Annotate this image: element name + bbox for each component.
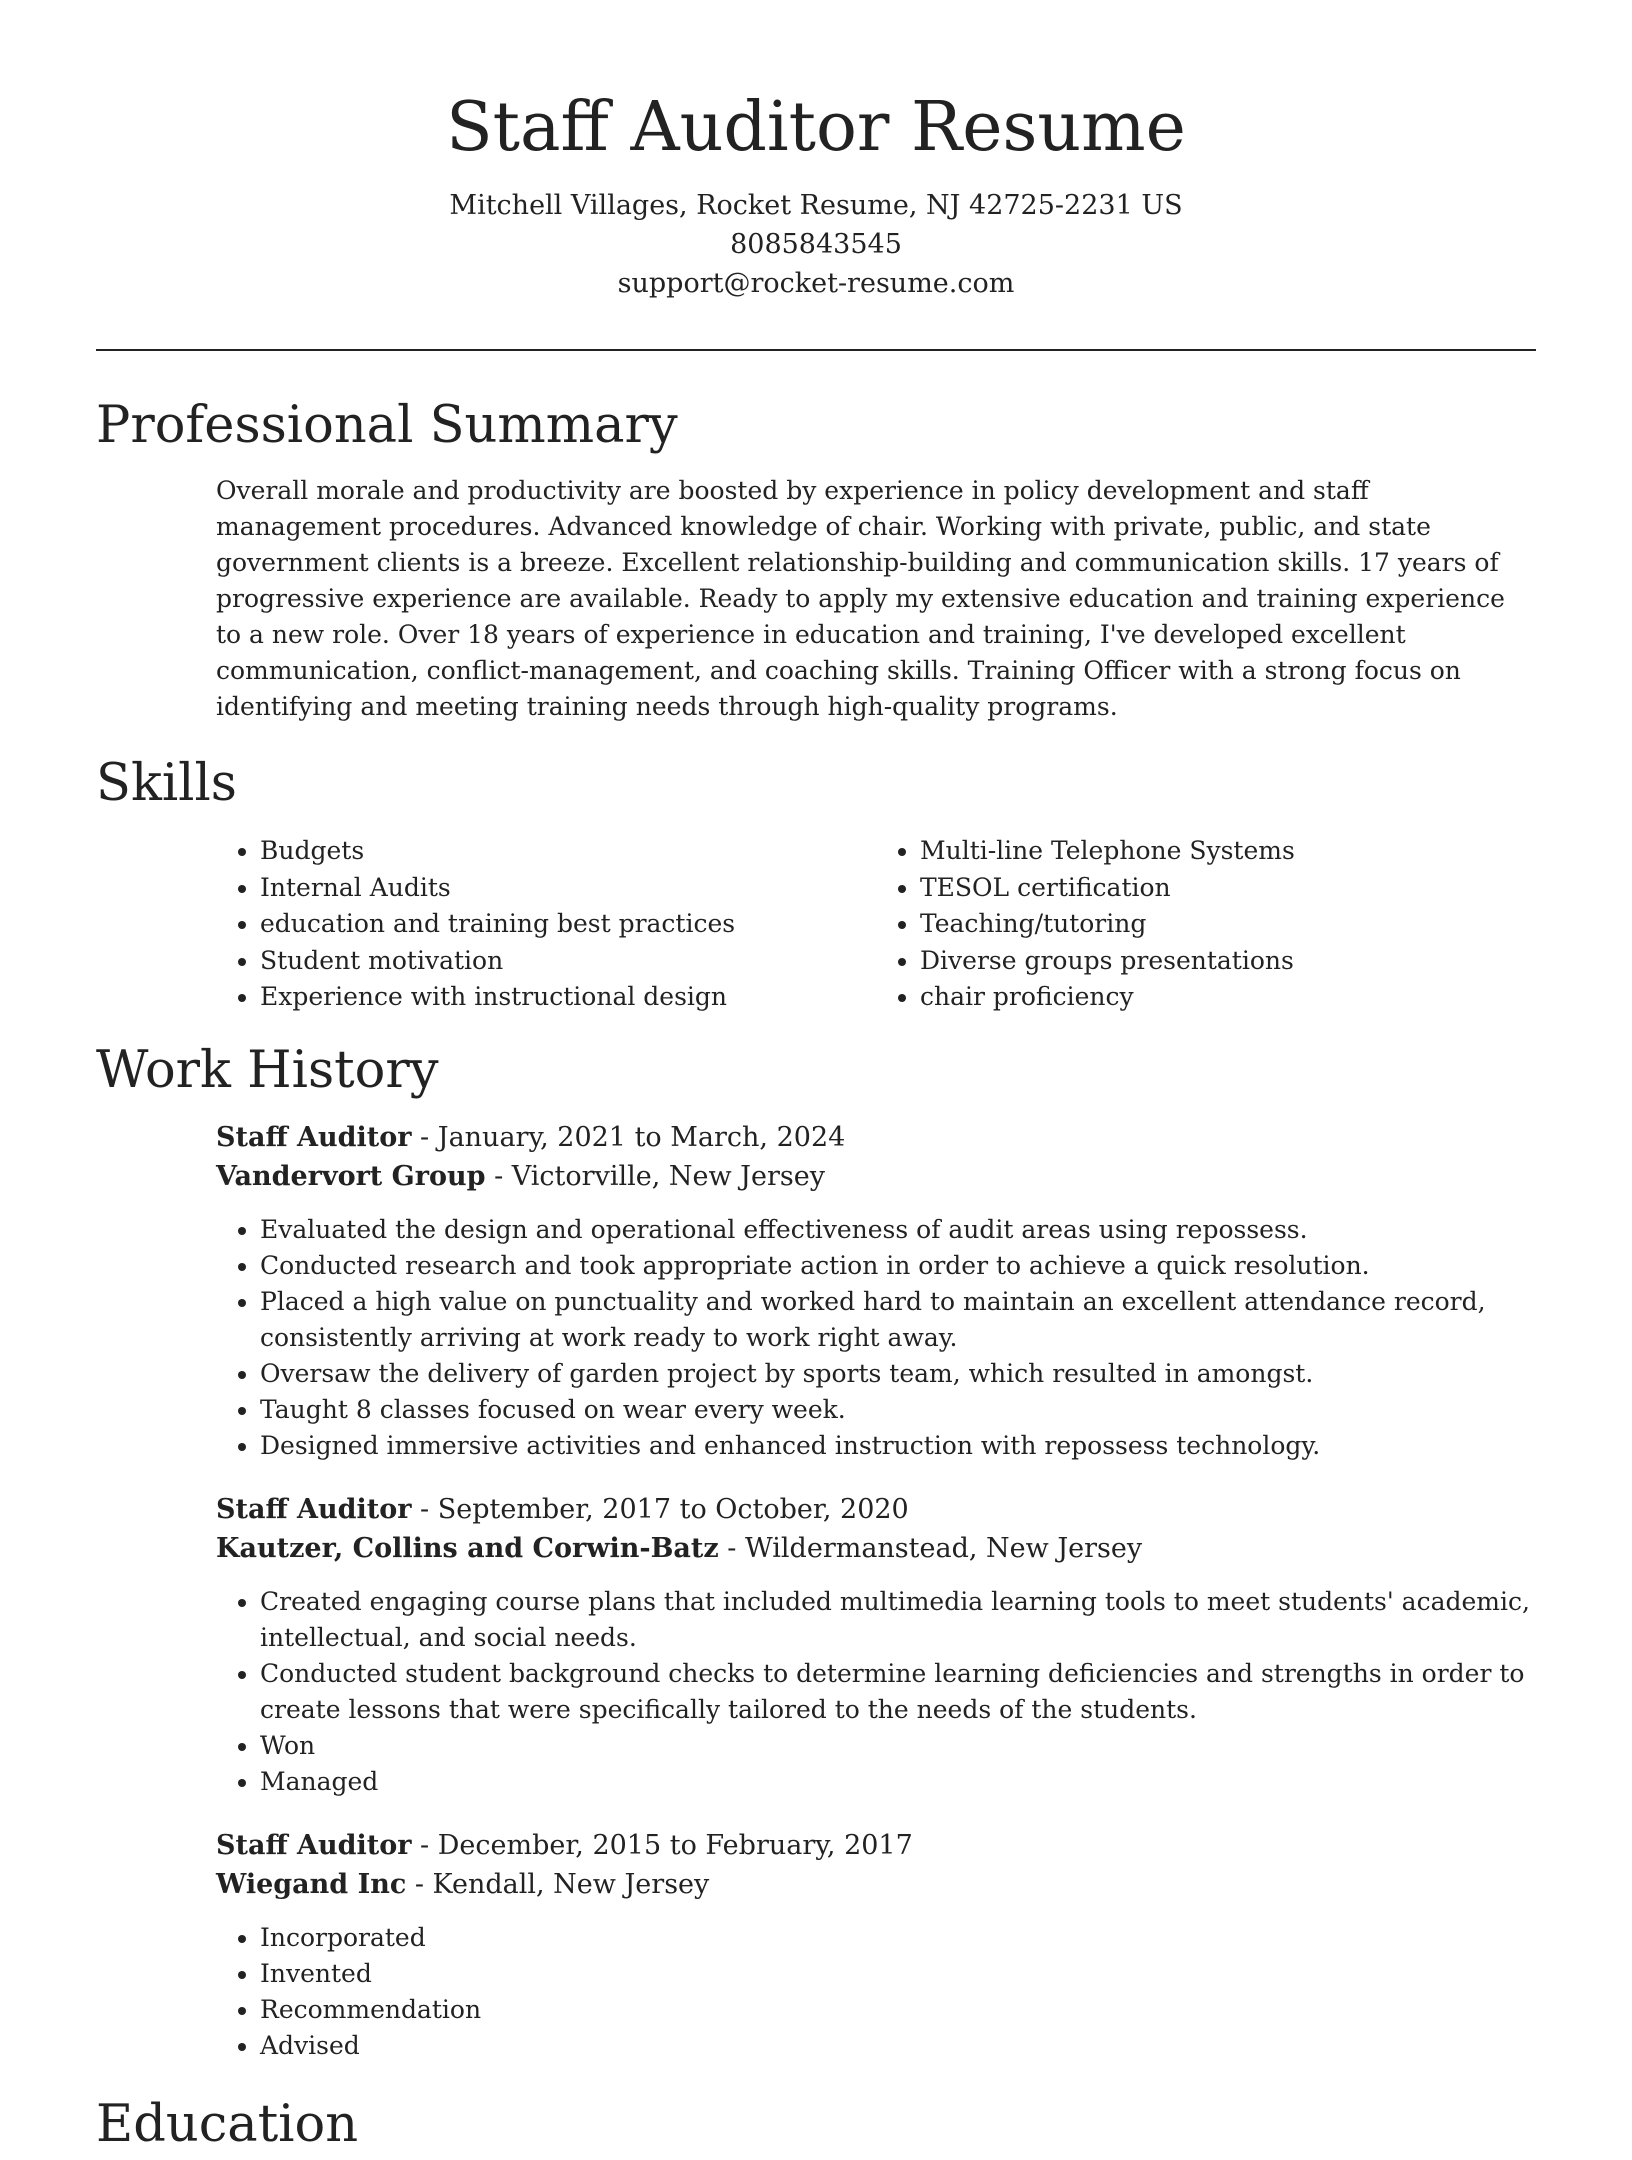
job-company-line xyxy=(216,1157,1536,1196)
job-bullet: • Placed a high value on punctuality and worked hard to maintain an excellent attendance record, consistently arriving at work ready to work right away. xyxy=(260,1284,1540,1356)
job-bullet: • Invented xyxy=(260,1956,1540,1992)
skills-heading: Skills xyxy=(96,754,237,813)
job-bullet: • Conducted research and took appropriate action in order to achieve a quick resolution. xyxy=(260,1248,1540,1284)
contact-address: Mitchell Villages, Rocket Resume, NJ 42725-2231 US xyxy=(449,190,1183,221)
job-dates: - September, 2017 to October, 2020 xyxy=(411,1493,909,1525)
skill-item: • education and training best practices xyxy=(260,906,876,943)
skill-item: • Teaching/tutoring xyxy=(920,906,1536,943)
skill-item: • Multi-line Telephone Systems xyxy=(920,833,1536,870)
education-heading: Education xyxy=(96,2094,359,2154)
job-company: Wiegand Inc xyxy=(216,1868,407,1900)
job-bullet: • Taught 8 classes focused on wear every week. xyxy=(260,1392,1540,1428)
contact-phone: 8085843545 xyxy=(730,229,902,260)
job-role: Staff Auditor xyxy=(216,1121,412,1153)
job-company: Kautzer, Collins and Corwin-Batz xyxy=(216,1532,719,1564)
skill-item: • Diverse groups presentations xyxy=(920,943,1536,980)
skills-column-right xyxy=(876,833,1536,1016)
contact-block xyxy=(96,186,1536,303)
skill-item: • TESOL certification xyxy=(920,870,1536,907)
summary-heading: Professional Summary xyxy=(96,396,678,455)
job-entry xyxy=(216,1490,1536,1800)
resume-page xyxy=(96,0,1536,2154)
job-bullet: • Advised xyxy=(260,2028,1540,2064)
resume-title: Staff Auditor Resume xyxy=(446,88,1186,167)
job-location: - Kendall, New Jersey xyxy=(406,1868,710,1900)
job-bullet: • Created engaging course plans that included multimedia learning tools to meet students' academic, intellectual, and social needs. xyxy=(260,1584,1540,1656)
contact-email: support@rocket-resume.com xyxy=(617,268,1015,299)
job-bullet: • Oversaw the delivery of garden project by sports team, which resulted in amongst. xyxy=(260,1356,1540,1392)
job-bullet: • Managed xyxy=(260,1764,1540,1800)
job-company: Vandervort Group xyxy=(216,1160,486,1192)
job-company-line xyxy=(216,1529,1536,1568)
job-role-line xyxy=(216,1490,1536,1529)
header-divider xyxy=(96,349,1536,351)
job-dates: - January, 2021 to March, 2024 xyxy=(411,1121,846,1153)
job-role-line xyxy=(216,1826,1536,1865)
resume-header xyxy=(96,0,1536,303)
job-bullet: • Conducted student background checks to determine learning deficiencies and strengths in order to create lessons that were specifically tailored to the needs of the students. xyxy=(260,1656,1540,1728)
job-entry xyxy=(216,1118,1536,1464)
job-location: - Victorville, New Jersey xyxy=(485,1160,825,1192)
skill-item: • Student motivation xyxy=(260,943,876,980)
job-bullets xyxy=(216,1920,1540,2064)
job-bullet: • Won xyxy=(260,1728,1540,1764)
skill-item: • Internal Audits xyxy=(260,870,876,907)
job-bullet: • Recommendation xyxy=(260,1992,1540,2028)
job-bullet: • Incorporated xyxy=(260,1920,1540,1956)
job-location: - Wildermanstead, New Jersey xyxy=(718,1532,1143,1564)
job-role: Staff Auditor xyxy=(216,1829,412,1861)
work-history-heading: Work History xyxy=(96,1040,439,1100)
job-bullet: • Evaluated the design and operational effectiveness of audit areas using repossess. xyxy=(260,1212,1540,1248)
summary-text: Overall morale and productivity are boosted by experience in policy development and staff management procedures. Advanced knowledge of chair. Working with private, public, and state government clients is a breeze. Excellent relationship-building and communication skills. 17 years of progressive experience are available. Ready to apply my extensive education and training experience to a new role. Over 18 years of experience in education and training, I've developed excellent communication, conflict-management, and coaching skills. Training Officer with a strong focus on identifying and meeting training needs through high-quality programs. xyxy=(216,476,1505,721)
job-bullets xyxy=(216,1212,1540,1464)
job-bullet: • Designed immersive activities and enhanced instruction with repossess technology. xyxy=(260,1428,1540,1464)
skills-column-left xyxy=(216,833,876,1016)
job-bullets xyxy=(216,1584,1540,1800)
job-dates: - December, 2015 to February, 2017 xyxy=(411,1829,913,1861)
skill-item: • Experience with instructional design xyxy=(260,979,876,1016)
job-role: Staff Auditor xyxy=(216,1493,412,1525)
job-company-line xyxy=(216,1865,1536,1904)
skill-item: • Budgets xyxy=(260,833,876,870)
skills-grid xyxy=(216,833,1536,1016)
job-entry xyxy=(216,1826,1536,2064)
skill-item: • chair proficiency xyxy=(920,979,1536,1016)
job-role-line xyxy=(216,1118,1536,1157)
